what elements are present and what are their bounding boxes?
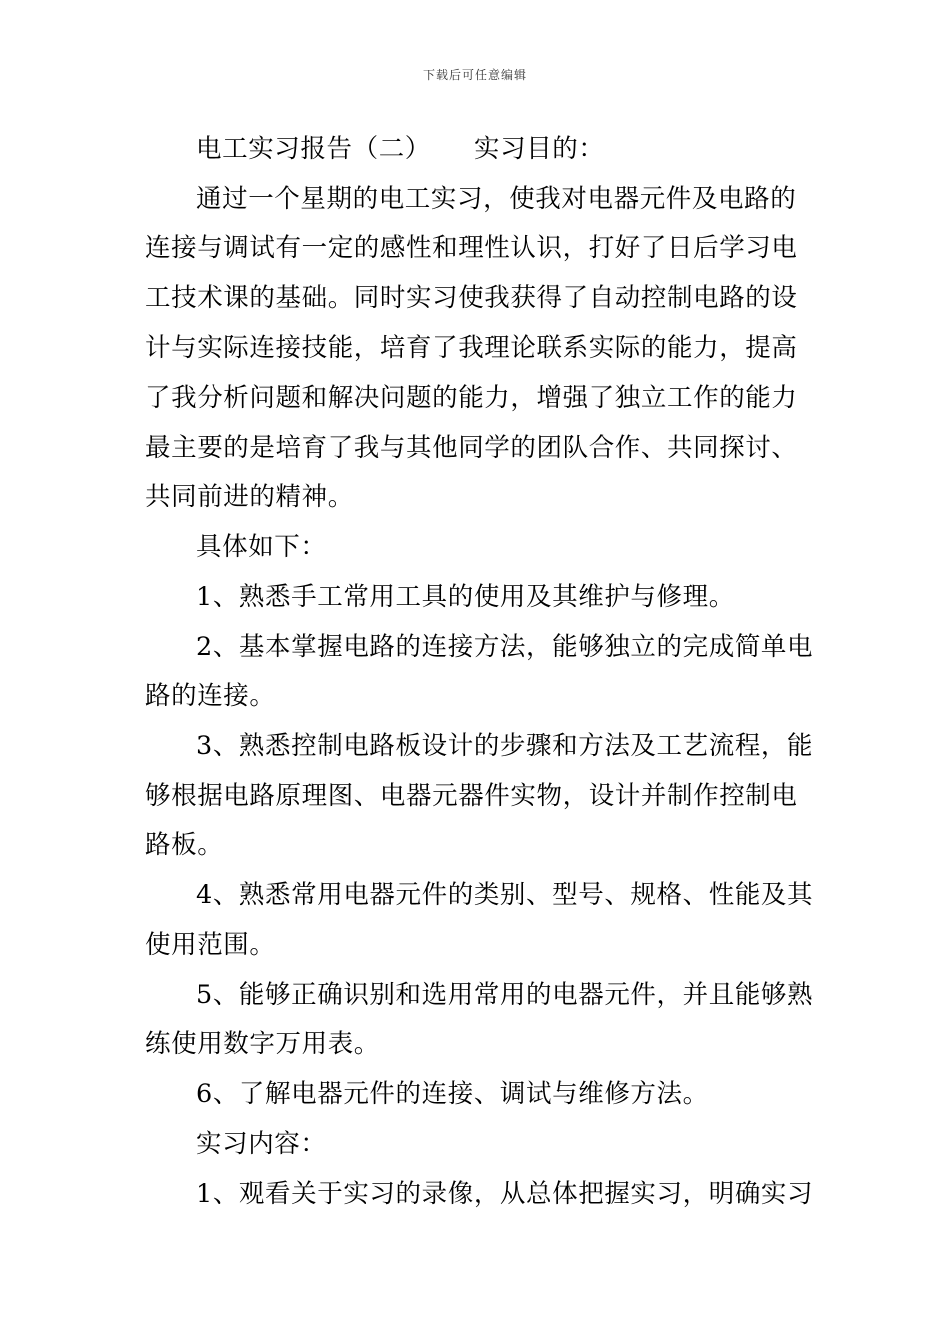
section-heading-details: 具体如下： <box>196 532 327 562</box>
list-item-6: 6、了解电器元件的连接、调试与维修方法。 <box>196 1079 709 1109</box>
list-item-4-cont: 使用范围。 <box>145 930 276 960</box>
list-item-3-cont: 够根据电路原理图、电器元器件实物，设计并制作控制电 <box>145 781 798 811</box>
list-item-4: 4、熟悉常用电器元件的类别、型号、规格、性能及其 <box>196 880 814 910</box>
list-item-2-cont: 路的连接。 <box>145 681 276 711</box>
document-title: 电工实习报告（二） <box>196 134 431 164</box>
list-item-1: 1、熟悉手工常用工具的使用及其维护与修理。 <box>196 582 735 612</box>
paragraph-line: 了我分析问题和解决问题的能力，增强了独立工作的能力 <box>145 383 798 413</box>
section-heading-content: 实习内容： <box>196 1129 327 1159</box>
list-item-5-cont: 练使用数字万用表。 <box>145 1029 380 1059</box>
list-item-5: 5、能够正确识别和选用常用的电器元件，并且能够熟 <box>196 980 814 1010</box>
list-item-2: 2、基本掌握电路的连接方法，能够独立的完成简单电 <box>196 632 814 662</box>
list-item-3: 3、熟悉控制电路板设计的步骤和方法及工艺流程，能 <box>196 731 814 761</box>
paragraph-line: 通过一个星期的电工实习，使我对电器元件及电路的 <box>196 184 797 214</box>
paragraph-line: 连接与调试有一定的感性和理性认识，打好了日后学习电 <box>145 233 798 263</box>
paragraph-line: 计与实际连接技能，培育了我理论联系实际的能力，提高 <box>145 333 798 363</box>
paragraph-line: 最主要的是培育了我与其他同学的团队合作、共同探讨、 <box>145 433 798 463</box>
list-item-3-cont: 路板。 <box>145 830 224 860</box>
header-note: 下载后可任意编辑 <box>422 68 527 82</box>
paragraph-line: 共同前进的精神。 <box>145 482 354 512</box>
content-item-1: 1、观看关于实习的录像，从总体把握实习，明确实习 <box>196 1179 814 1209</box>
paragraph-line: 工技术课的基础。同时实习使我获得了自动控制电路的设 <box>145 283 798 313</box>
section-heading-purpose: 实习目的： <box>474 134 605 164</box>
